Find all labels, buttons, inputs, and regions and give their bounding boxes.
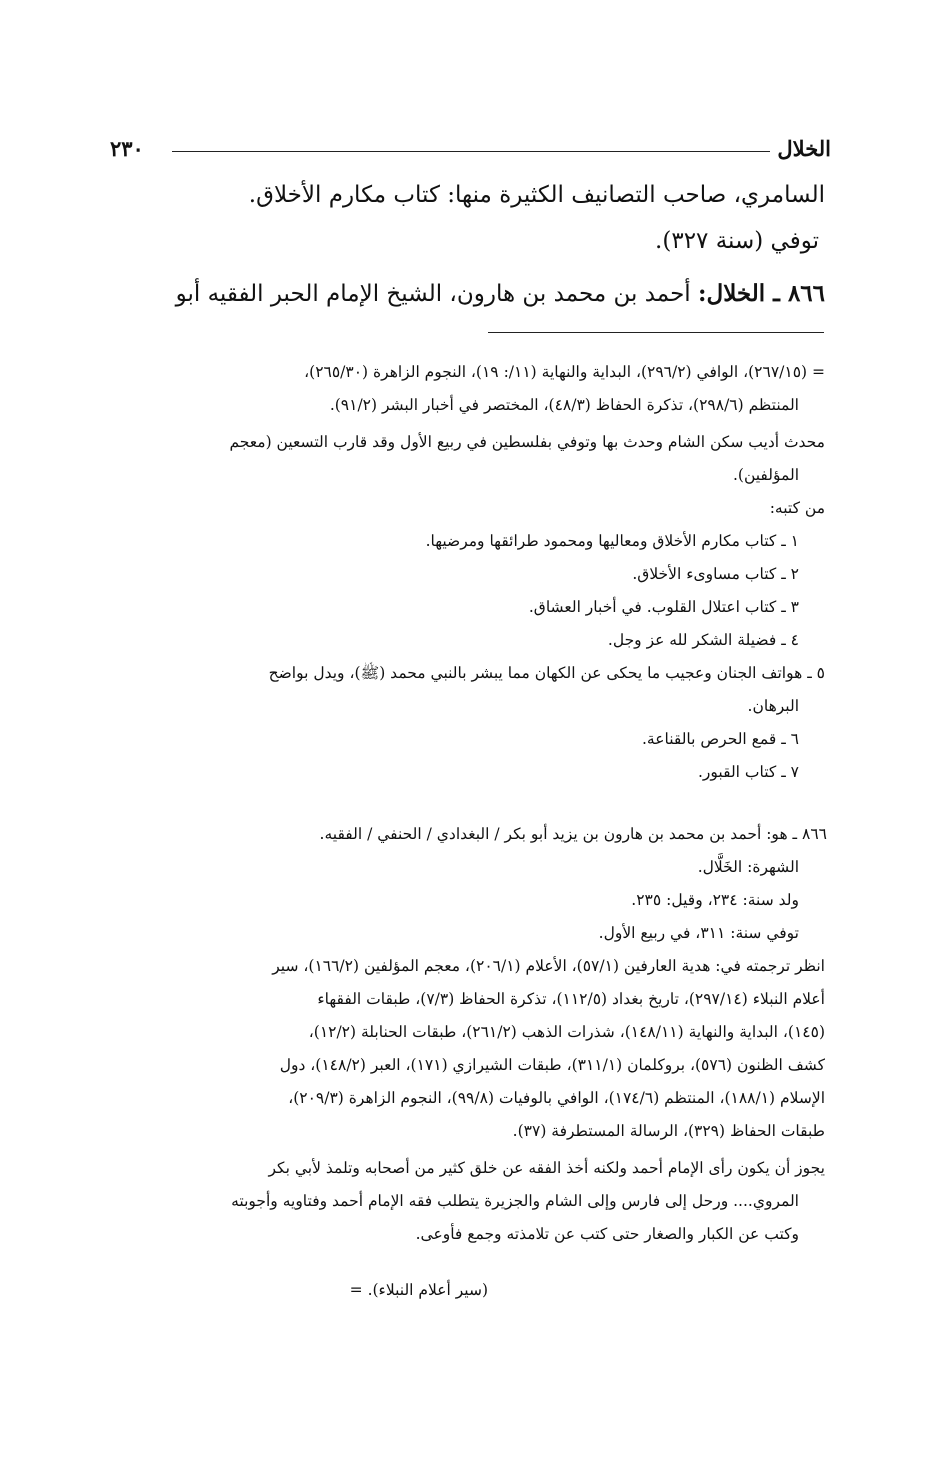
main-text-line-1: السامري، صاحب التصانيف الكثيرة منها: كتاب مكارم الأخلاق.: [248, 182, 825, 208]
footnote-continuation: [110, 356, 825, 789]
footnote-bio-line: المؤلفين).: [732, 466, 799, 484]
footnote-source-line: أعلام النبلاء (٢٩٧/١٤)، تاريخ بغداد (١١٢/٥)، تذكرة الحفاظ (٧/٣)، طبقات الفقهاء: [317, 990, 825, 1008]
footnote-ref-line: المنتظم (٢٩٨/٦)، تذكرة الحفاظ (٤٨/٣)، المختصر في أخبار البشر (٩١/٢).: [329, 396, 799, 414]
footnote-bio-line: محدث أديب سكن الشام وحدث بها وتوفي بفلسطين في ربيع الأول وقد قارب التسعين (معجم: [229, 433, 825, 451]
book-item: البرهان.: [747, 697, 799, 715]
entry-text: أحمد بن محمد بن هارون، الشيخ الإمام الحبر الفقيه أبو: [175, 281, 691, 307]
footnote-rule: [488, 332, 824, 333]
entry-number: ٨٦٦ ـ الخلال:: [698, 280, 825, 307]
footnote-source-line: (١٤٥)، البداية والنهاية (١٤٨/١١)، شذرات الذهب (٢٦١/٢)، طبقات الحنابلة (١٢/٢)،: [308, 1023, 825, 1041]
footnote-note-line: يجوز أن يكون رأى الإمام أحمد ولكنه أخذ الفقه عن خلق كثير من أصحابه وتلمذ لأبي بكر: [268, 1159, 825, 1177]
main-text-line-2: توفي (سنة ٣٢٧).: [655, 228, 819, 254]
book-item: ١ ـ كتاب مكارم الأخلاق ومعاليها ومحمود طرائقها ومرضيها.: [425, 532, 799, 550]
footnote-source-line: طبقات الحفاظ (٣٢٩)، الرسالة المستطرفة (٣٧).: [512, 1122, 825, 1140]
footnote-866: [110, 818, 825, 1251]
entry-866: [115, 278, 825, 310]
book-item: ٢ ـ كتاب مساوىء الأخلاق.: [632, 565, 799, 583]
page-number: ٢٣٠: [110, 136, 144, 161]
footnote-ref-line: = (٢٦٧/١٥)، الوافي (٢٩٦/٢)، البداية والنهاية (١١/: ١٩)، النجوم الزاهرة (٢٦٥/٣٠)،: [304, 363, 825, 381]
book-item: ٤ ـ فضيلة الشكر لله عز وجل.: [607, 631, 799, 649]
footnote-born: ولد سنة: ٢٣٤، وقيل: ٢٣٥.: [631, 891, 799, 909]
book-item: ٥ ـ هواتف الجنان وعجيب ما يحكى عن الكهان مما يبشر بالنبي محمد (ﷺ)، ويدل بواضح: [268, 664, 825, 682]
book-item: ٧ ـ كتاب القبور.: [698, 763, 799, 781]
books-heading: من كتبه:: [769, 499, 825, 517]
footnote-source-line: انظر ترجمته في: هدية العارفين (٥٧/١)، الأعلام (٢٠٦/١)، معجم المؤلفين (١٦٦/٢)، سير: [272, 957, 825, 975]
book-item: ٦ ـ قمع الحرص بالقناعة.: [641, 730, 799, 748]
footnote-note-line: المروي.... ورحل إلى فارس وإلى الشام والجزيرة يتطلب فقه الإمام أحمد وفتاويه وأجوبته: [231, 1192, 799, 1210]
header-rule: [172, 151, 770, 152]
footnote-source-line: كشف الظنون (٥٧٦)، بروكلمان (٣١١/١)، طبقات الشيرازي (١٧١)، العبر (١٤٨/٢)، دول: [279, 1056, 825, 1074]
footnote-identity: ٨٦٦ ـ هو: أحمد بن محمد بن هارون بن يزيد أبو بكر / البغدادي / الحنفي / الفقيه.: [319, 825, 827, 843]
footnote-source-line: الإسلام (١٨٨/١)، المنتظم (١٧٤/٦)، الوافي بالوفيات (٩٩/٨)، النجوم الزاهرة (٢٠٩/٣)،: [288, 1089, 825, 1107]
footnote-note-line: وكتب عن الكبار والصغار حتى كتب عن تلامذته وجمع فأوعى.: [415, 1225, 799, 1243]
footnote-tail: (سير أعلام النبلاء). =: [349, 1281, 488, 1299]
running-header-title: الخلال: [777, 136, 831, 161]
footnote-died: توفي سنة: ٣١١، في ربيع الأول.: [598, 924, 799, 942]
footnote-fame: الشهرة: الخَلَّال.: [697, 858, 799, 876]
book-item: ٣ ـ كتاب اعتلال القلوب. في أخبار العشاق.: [528, 598, 799, 616]
